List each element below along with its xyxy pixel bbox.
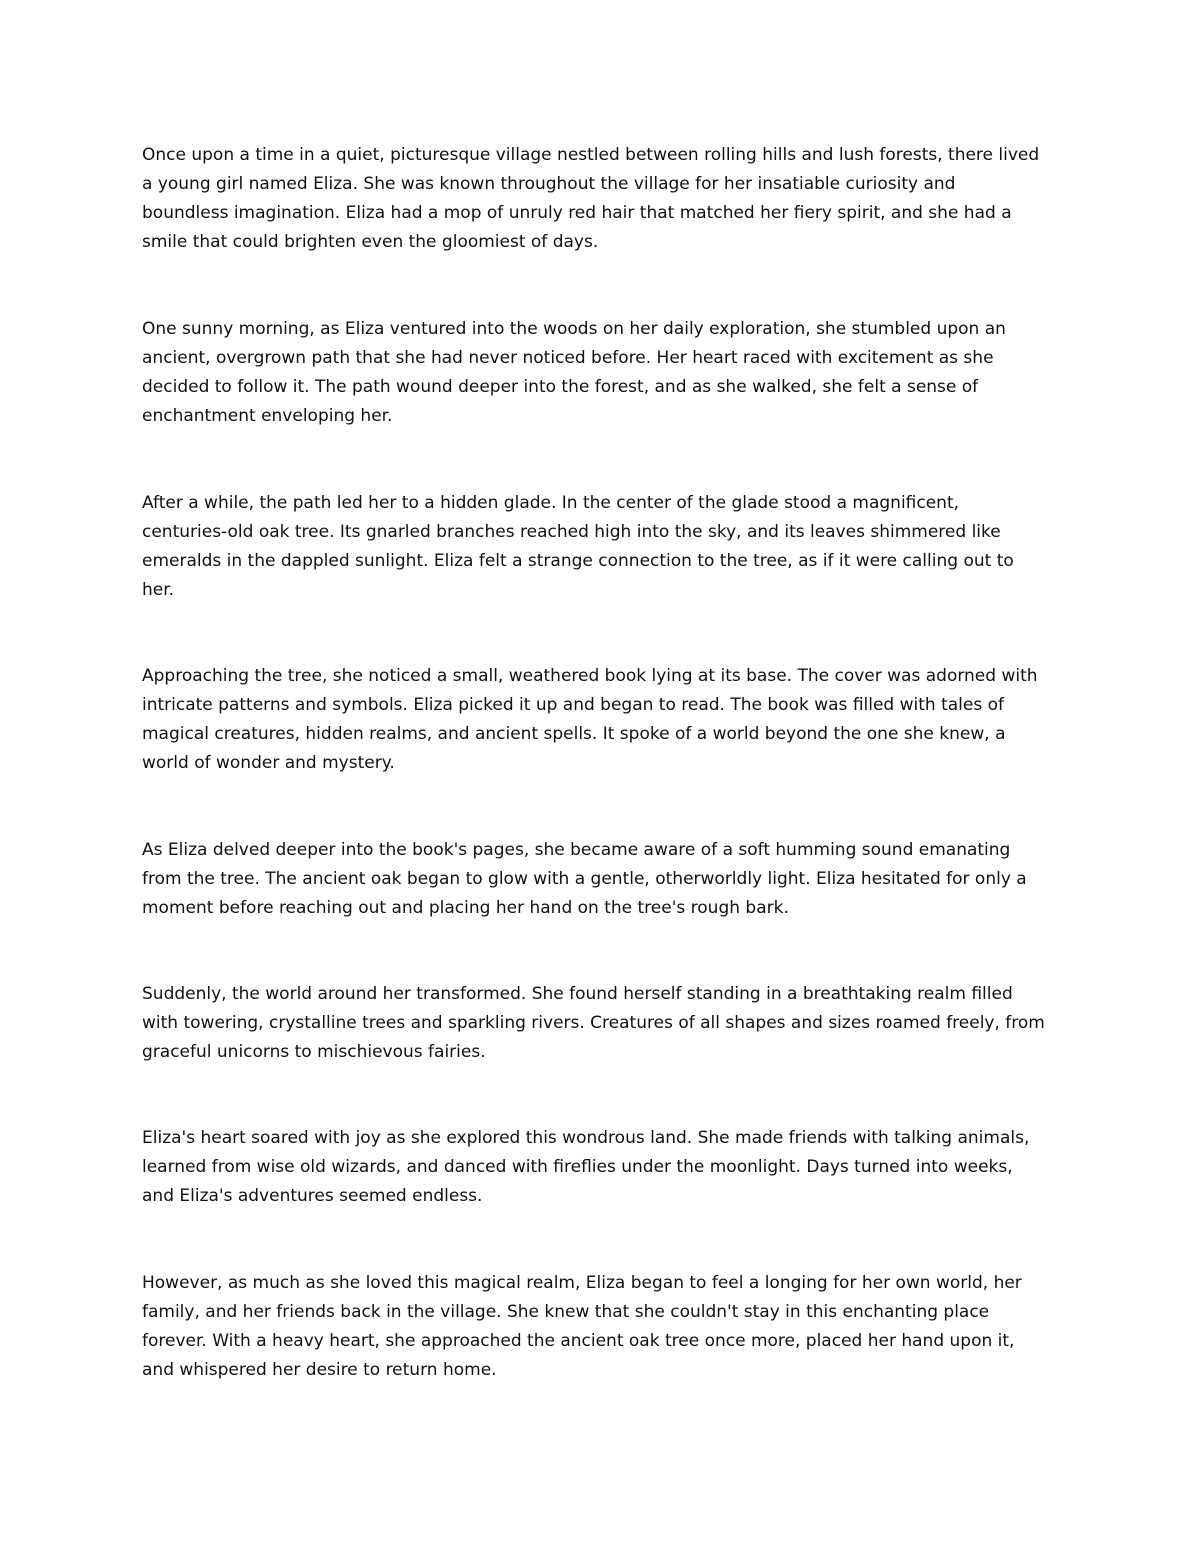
text-line: However, as much as she loved this magical realm, Eliza began to feel a longing for her own world, her bbox=[142, 1273, 1022, 1293]
text-line: graceful unicorns to mischievous fairies. bbox=[142, 1042, 486, 1062]
paragraph-5 bbox=[142, 836, 1067, 923]
text-line: ancient, overgrown path that she had never noticed before. Her heart raced with excitement as she bbox=[142, 348, 994, 368]
paragraph-8 bbox=[142, 1269, 1067, 1385]
paragraph-3 bbox=[142, 489, 1067, 605]
text-line: One sunny morning, as Eliza ventured into the woods on her daily exploration, she stumbled upon an bbox=[142, 319, 1006, 339]
text-line: magical creatures, hidden realms, and ancient spells. It spoke of a world beyond the one she knew, a bbox=[142, 724, 1006, 744]
text-line: Eliza's heart soared with joy as she explored this wondrous land. She made friends with talking animals, bbox=[142, 1128, 1030, 1148]
text-line: As Eliza delved deeper into the book's pages, she became aware of a soft humming sound emanating bbox=[142, 840, 1011, 860]
text-line: intricate patterns and symbols. Eliza picked it up and began to read. The book was filled with tales of bbox=[142, 695, 1005, 715]
text-line: boundless imagination. Eliza had a mop of unruly red hair that matched her fiery spirit, and she had a bbox=[142, 203, 1012, 223]
text-line: decided to follow it. The path wound deeper into the forest, and as she walked, she felt a sense of bbox=[142, 377, 979, 397]
text-line: smile that could brighten even the gloomiest of days. bbox=[142, 232, 599, 252]
text-line: a young girl named Eliza. She was known throughout the village for her insatiable curiosity and bbox=[142, 174, 956, 194]
paragraph-6 bbox=[142, 980, 1067, 1067]
text-line: enchantment enveloping her. bbox=[142, 406, 393, 426]
text-line: After a while, the path led her to a hidden glade. In the center of the glade stood a magnificent, bbox=[142, 493, 960, 513]
paragraph-4 bbox=[142, 662, 1067, 778]
paragraph-1 bbox=[142, 141, 1067, 257]
text-line: and Eliza's adventures seemed endless. bbox=[142, 1186, 483, 1206]
text-line: family, and her friends back in the village. She knew that she couldn't stay in this enchanting place bbox=[142, 1302, 990, 1322]
text-line: her. bbox=[142, 580, 175, 600]
text-line: from the tree. The ancient oak began to glow with a gentle, otherworldly light. Eliza hesitated for only a bbox=[142, 869, 1027, 889]
paragraph-2 bbox=[142, 315, 1067, 431]
text-line: and whispered her desire to return home. bbox=[142, 1360, 497, 1380]
text-line: emeralds in the dappled sunlight. Eliza felt a strange connection to the tree, as if it were calling out to bbox=[142, 551, 1014, 571]
text-line: Suddenly, the world around her transformed. She found herself standing in a breathtaking realm filled bbox=[142, 984, 1013, 1004]
text-line: world of wonder and mystery. bbox=[142, 753, 395, 773]
text-line: forever. With a heavy heart, she approached the ancient oak tree once more, placed her hand upon it, bbox=[142, 1331, 1015, 1351]
text-line: moment before reaching out and placing her hand on the tree's rough bark. bbox=[142, 898, 789, 918]
paragraph-7 bbox=[142, 1124, 1067, 1211]
text-line: with towering, crystalline trees and sparkling rivers. Creatures of all shapes and sizes roamed freely, from bbox=[142, 1013, 1045, 1033]
text-line: Approaching the tree, she noticed a small, weathered book lying at its base. The cover was adorned with bbox=[142, 666, 1038, 686]
text-line: Once upon a time in a quiet, picturesque village nestled between rolling hills and lush forests, there lived bbox=[142, 145, 1040, 165]
text-line: learned from wise old wizards, and danced with fireflies under the moonlight. Days turned into weeks, bbox=[142, 1157, 1013, 1177]
text-line: centuries-old oak tree. Its gnarled branches reached high into the sky, and its leaves shimmered like bbox=[142, 522, 1001, 542]
